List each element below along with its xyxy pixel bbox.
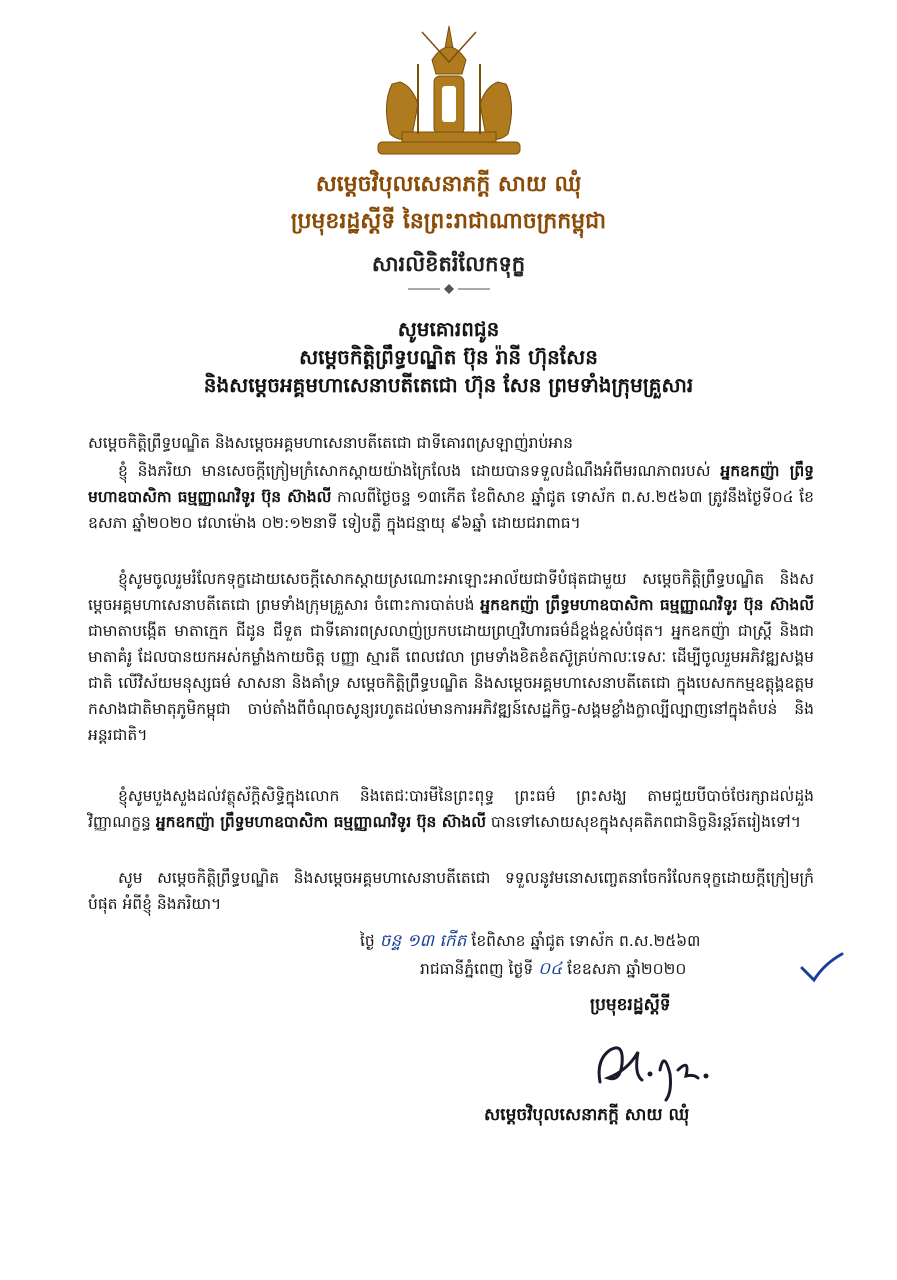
- solar-date-suffix: ខែឧសភា ឆ្នាំ២០២០: [562, 960, 687, 978]
- lunar-date-suffix: ខែពិសាខ ឆ្នាំជូត ទោស័ក ព.ស.២៥៦៣: [471, 932, 701, 950]
- handwritten-day: ០៤: [538, 959, 563, 979]
- royal-coat-of-arms-emblem: [372, 24, 526, 162]
- deceased-name: អ្នកឧកញ៉ា ព្រឹទ្ធមហាឧបាសិកា ធម្មញ្ញាណវិទូរ ប៊ុន ស៊ាងលី: [155, 813, 486, 831]
- deceased-name: អ្នកឧកញ៉ា ព្រឹទ្ធមហាឧបាសិកា ធម្មញ្ញាណវិទូរ ប៊ុន ស៊ាងលី: [480, 596, 814, 614]
- sender-office: ប្រមុខរដ្ឋស្តីទី នៃព្រះរាជាណាចក្រកម្ពុជា: [290, 209, 607, 234]
- addressee-2: និងសម្តេចអគ្គមហាសេនាបតីតេជោ ហ៊ុន សែន ព្រមទាំងក្រុមគ្រួសារ: [203, 373, 694, 397]
- solar-date-line: [420, 958, 686, 983]
- letter-type-heading: សារលិខិតរំលែកទុក្ខ: [371, 252, 526, 276]
- divider-ornament: [408, 284, 490, 294]
- paragraph-4: សូម សម្តេចកិត្តិព្រឹទ្ធបណ្ឌិត និងសម្តេចអគ្គមហាសេនាបតីតេជោ ទទួលនូវមនោសញ្ចេតនាចែករំលែកទុក្ខដោយក្តីក្រៀមក្រំបំផុត អំពីខ្ញុំ និងភរិយា។: [88, 869, 814, 913]
- sender-title: សម្តេចវិបុលសេនាភក្តី សាយ ឈុំ: [315, 172, 582, 197]
- lunar-date-prefix: ថ្ងៃ: [360, 932, 375, 950]
- paragraph-3-text-a: ខ្ញុំសូមបួងសួងដល់វត្ថុស័ក្តិសិទ្ធិក្នុងលោក និងតេជៈបារមីនៃព្រះពុទ្ធ ព្រះធម៌ ព្រះសង្ឃ តាមជួយបីបាច់ថែរក្សាដល់ដួងវិញ្ញាណក្ខន្ធ: [88, 787, 814, 831]
- paragraph-1: [88, 458, 814, 536]
- paragraph-2-text-a: ខ្ញុំសូមចូលរួមរំលែកទុក្ខដោយសេចក្តីសោកស្តាយស្រណោះអាឡោះអាល័យជាទីបំផុតជាមួយ សម្តេចកិត្តិព្រឹទ្ធបណ្ឌិត និងសម្តេចអគ្គមហាសេនាបតីតេជោ ព្រមទាំងក្រុមគ្រួសារ ចំពោះការបាត់បង់: [88, 570, 814, 614]
- paragraph-2-text-b: ជាមាតាបង្កើត មាតាក្មេក ជីដូន ជីទួត ជាទីគោរពស្រលាញ់ប្រកបដោយព្រហ្មវិហារធម៌ដ៏ខ្ពង់ខ្ពស់បំផុត។ អ្នកឧកញ៉ា ជាស្ត្រី និងជាមាតាគំរូ ដែលបានយកអស់កម្លាំងកាយចិត្ត បញ្ញា ស្មារតី ពេលវេលា ព្រមទាំងខិតខំតស៊ូគ្រប់កាលៈទេសៈ ដើម្បីចូលរួមអភិវឌ្ឍសង្គមជាតិ លើវិស័យមនុស្សធម៌ សាសនា និងគាំទ្រ សម្តេចកិត្តិព្រឹទ្ធបណ្ឌិត និងសម្តេចអគ្គមហាសេនាបតីតេជោ ក្នុងបេសកកម្មឧត្តុង្គឧត្តមកសាងជាតិមាតុភូមិកម្ពុជា ចាប់តាំងពីចំណុចសូន្យរហូតដល់មានការអភិវឌ្ឍន៍សេដ្ឋកិច្ច-សង្គមខ្លាំងក្លាល្បីល្បាញនៅក្នុងតំបន់ និងអន្តរជាតិ។: [88, 622, 814, 744]
- paragraph-3: [88, 783, 814, 835]
- salutation: សម្តេចកិត្តិព្រឹទ្ធបណ្ឌិត និងសម្តេចអគ្គមហាសេនាបតីតេជោ ជាទីគោរពស្រឡាញ់រាប់អាន: [88, 434, 573, 452]
- handwritten-signature: [594, 1030, 714, 1104]
- lunar-date-line: [360, 930, 700, 955]
- paragraph-1-text-b: កាលពីថ្ងៃចន្ទ ១៣កើត ខែពិសាខ ឆ្នាំជូត ទោស័ក ព.ស.២៥៦៣ ត្រូវនឹងថ្ងៃទី០៤ ខែឧសភា ឆ្នាំ២០២០ វេលាម៉ោង ០២:១២នាទី ទៀបភ្លឺ ក្នុងជន្មាយុ ៩៦ឆ្នាំ ដោយជរាពាធ។: [88, 488, 814, 532]
- paragraph-2: [88, 566, 814, 748]
- signer-role: ប្រមុខរដ្ឋស្តីទី: [590, 995, 671, 1015]
- checkmark-icon: [800, 952, 844, 984]
- signer-name: សម្តេចវិបុលសេនាភក្តី សាយ ឈុំ: [484, 1105, 690, 1125]
- deceased-name: អ្នកឧកញ៉ា ព្រឹទ្ធមហាឧបាសិកា ធម្មញ្ញាណវិទូរ ប៊ុន ស៊ាងលី: [88, 462, 814, 506]
- paragraph-3-text-b: បានទៅសោយសុខក្នុងសុគតិភពជានិច្ចនិរន្តរ៍តរៀងទៅ។: [485, 813, 801, 831]
- addressee-1: សម្តេចកិត្តិព្រឹទ្ធបណ្ឌិត ប៊ុន រ៉ានី ហ៊ុនសែន: [299, 345, 598, 369]
- solar-date-prefix: រាជធានីភ្នំពេញ ថ្ងៃទី: [420, 960, 539, 978]
- handwritten-lunar-day: ចន្ទ ១៣ កើត: [379, 931, 467, 951]
- paragraph-1-text-a: ខ្ញុំ និងភរិយា មានសេចក្តីក្រៀមក្រំសោកស្តាយយ៉ាងក្រៃលែង ដោយបានទទួលដំណឹងអំពីមរណភាពរបស់: [118, 462, 721, 480]
- address-greeting: សូមគោរពជូន: [397, 317, 500, 341]
